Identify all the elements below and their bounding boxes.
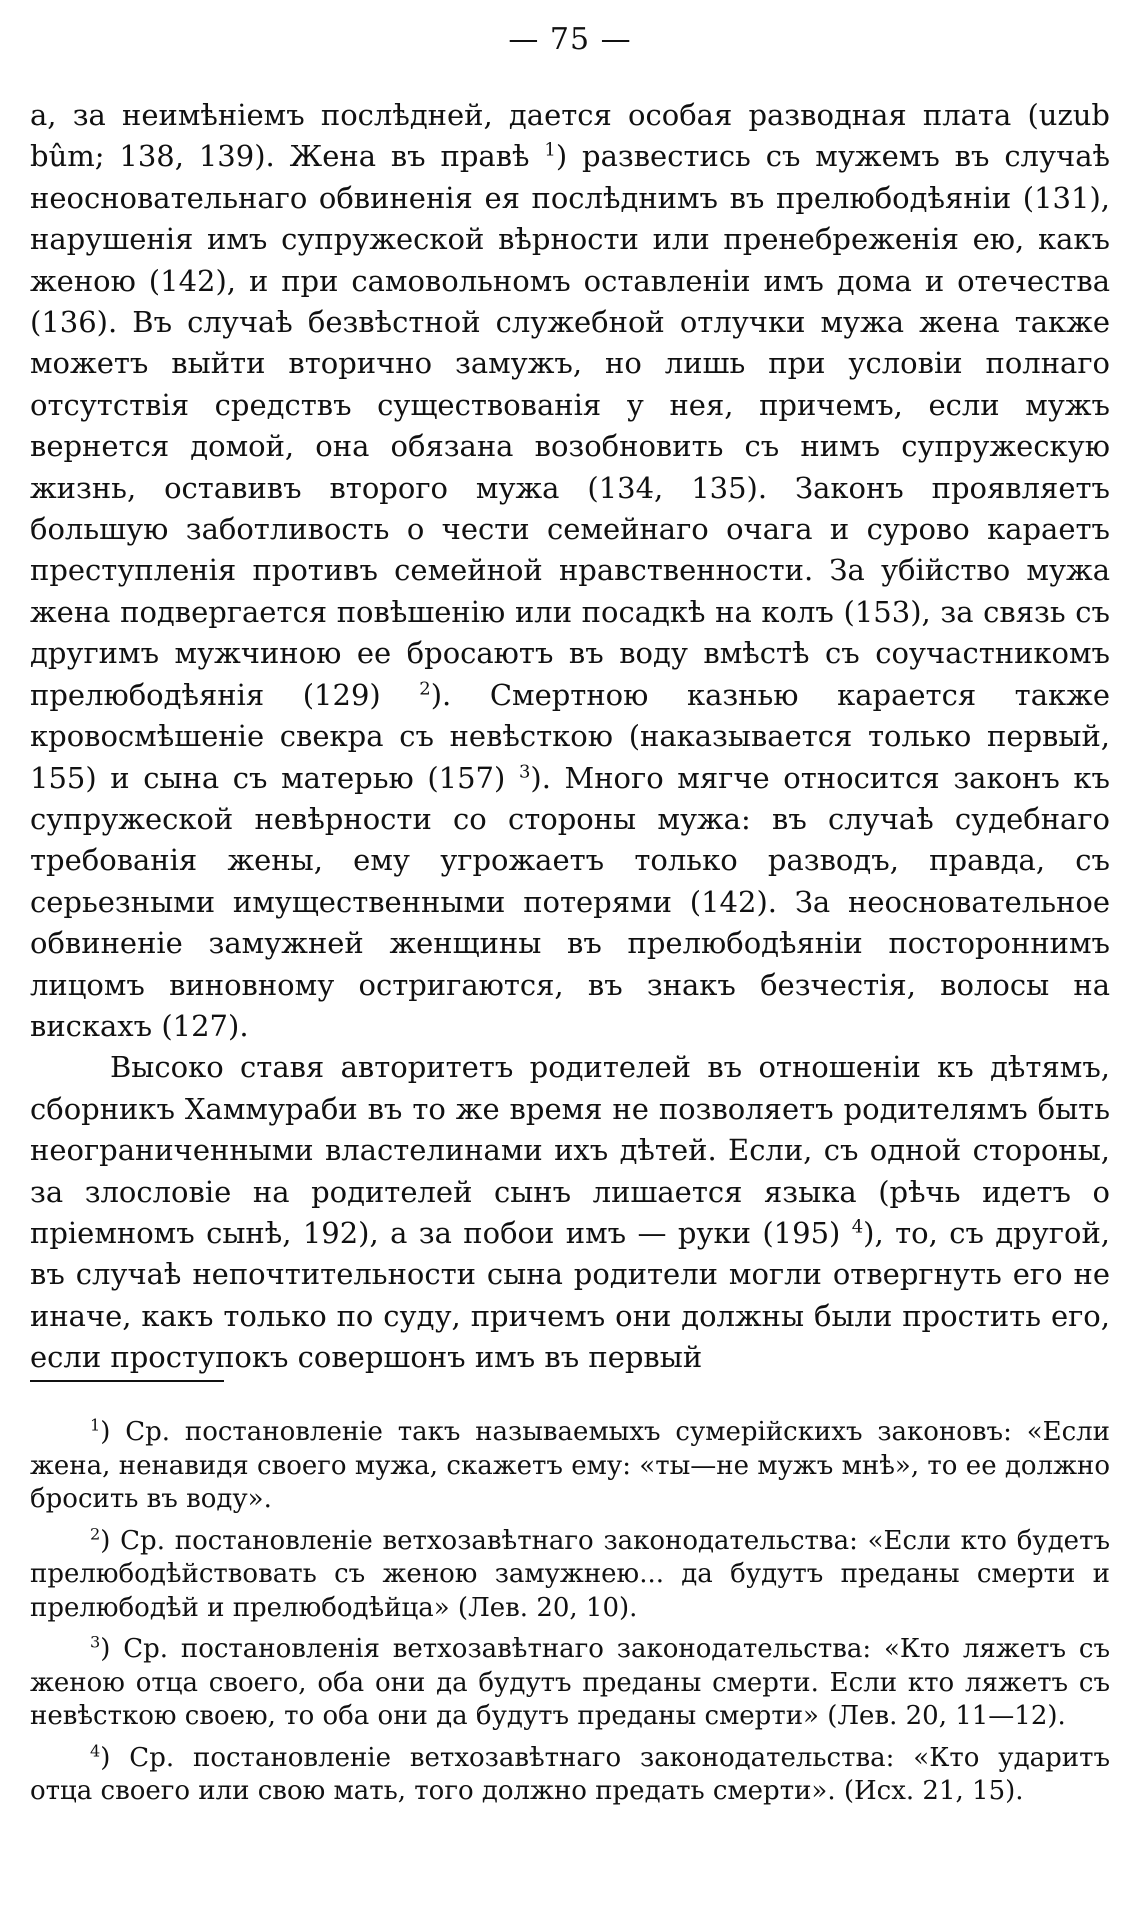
footnote-text: ) Ср. постановленіе ветхозавѣтнаго законодательства: «Если кто будетъ прелюбодѣйствовать съ женою замужнею... да будутъ преданы смерти и прелюбодѣй и прелюбодѣйца» (Лев. 20, 10). — [30, 1525, 1110, 1623]
paragraph-text: ). Смертною казнью карается также кровосмѣшеніе свекра съ невѣсткою (наказывается только первый, 155) и сына съ матерью (157) — [30, 677, 1110, 795]
footnote-ref-3: 3 — [518, 760, 531, 782]
paragraph-text: ), то, съ другой, въ случаѣ непочтительности сына родители могли отвергнуть его не иначе, какъ только по суду, причемъ они должны были простить его, если проступокъ совершонъ имъ въ первый — [30, 1215, 1110, 1375]
footnote-mark: 3 — [90, 1632, 101, 1652]
footnotes — [30, 1416, 1110, 1817]
footnote-text: ) Ср. постановленіе ветхозавѣтнаго законодательства: «Кто ударитъ отца своего или свою мать, того должно предать смерти». (Исх. 21, 15). — [30, 1742, 1110, 1806]
paragraph-2 — [30, 1047, 1110, 1378]
footnote-ref-1: 1 — [544, 139, 556, 161]
footnote-2 — [30, 1525, 1110, 1626]
paragraph-1 — [30, 95, 1110, 1047]
footnote-3 — [30, 1633, 1110, 1734]
footnote-mark: 2 — [90, 1523, 101, 1543]
footnote-separator — [30, 1380, 224, 1382]
paragraph-text: Высоко ставя авторитетъ родителей въ отношеніи къ дѣтямъ, сборникъ Хаммураби въ то же время не позволяетъ родителямъ быть неограниченными властелинами ихъ дѣтей. Если, съ одной стороны, за злословіе на родителей сынъ лишается языка (рѣчь идетъ о пріемномъ сынѣ, 192), а за побои имъ — руки (195) — [30, 1050, 1110, 1250]
footnote-mark: 4 — [90, 1740, 101, 1760]
footnote-mark: 1 — [90, 1415, 101, 1435]
footnote-text: ) Ср. постановленія ветхозавѣтнаго законодательства: «Кто ляжетъ съ женою отца своего, оба они да будутъ преданы смерти. Если кто ляжетъ съ невѣсткою своею, то оба они да будутъ преданы смерти» (Лев. 20, 11—12). — [30, 1634, 1110, 1731]
footnote-1 — [30, 1416, 1110, 1517]
paragraph-text: ). Много мягче относится законъ къ супружеской невѣрности со стороны мужа: въ случаѣ судебнаго требованія жены, ему угрожаетъ только разводъ, правда, съ серьезными имущественными потерями (142). За неосновательное обвиненіе замужней женщины въ прелюбодѣяніи постороннимъ лицомъ виновному остригаются, въ знакъ безчестія, волосы на вискахъ (127). — [30, 760, 1110, 1043]
paragraph-text: ) развестись съ мужемъ въ случаѣ неосновательнаго обвиненія ея послѣднимъ въ прелюбодѣяніи (131), нарушенія имъ супружеской вѣрности или пренебреженія ею, какъ женою (142), и при самовольномъ оставленіи имъ дома и отечества (136). Въ случаѣ безвѣстной служебной отлучки мужа жена также можетъ выйти вторично замужъ, но лишь при условіи полнаго отсутствія средствъ существованія у нея, причемъ, если мужъ вернется домой, она обязана возобновить съ нимъ супружескую жизнь, оставивъ второго мужа (134, 135). Законъ проявляетъ большую заботливость о чести семейнаго очага и сурово караетъ преступленія противъ семейной нравственности. За убійство мужа жена подвергается повѣшенію или посадкѣ на колъ (153), за связь съ другимъ мужчиною ее бросаютъ въ воду вмѣстѣ съ соучастникомъ прелюбодѣянія (129) — [30, 139, 1110, 712]
footnote-ref-2: 2 — [419, 678, 431, 700]
footnote-text: ) Ср. постановленіе такъ называемыхъ сумерійскихъ законовъ: «Если жена, ненавидя своего мужа, скажетъ ему: «ты—не мужъ мнѣ», то ее должно бросить въ воду». — [30, 1417, 1110, 1514]
footnote-4 — [30, 1742, 1110, 1809]
paragraph-text: а, за неимѣніемъ послѣдней, дается особая разводная плата (uzub bûm; 138, 139). Жена въ правѣ — [30, 98, 1110, 174]
main-text — [30, 95, 1110, 1379]
page-number: — 75 — — [508, 22, 632, 57]
footnote-ref-4: 4 — [851, 1216, 864, 1238]
